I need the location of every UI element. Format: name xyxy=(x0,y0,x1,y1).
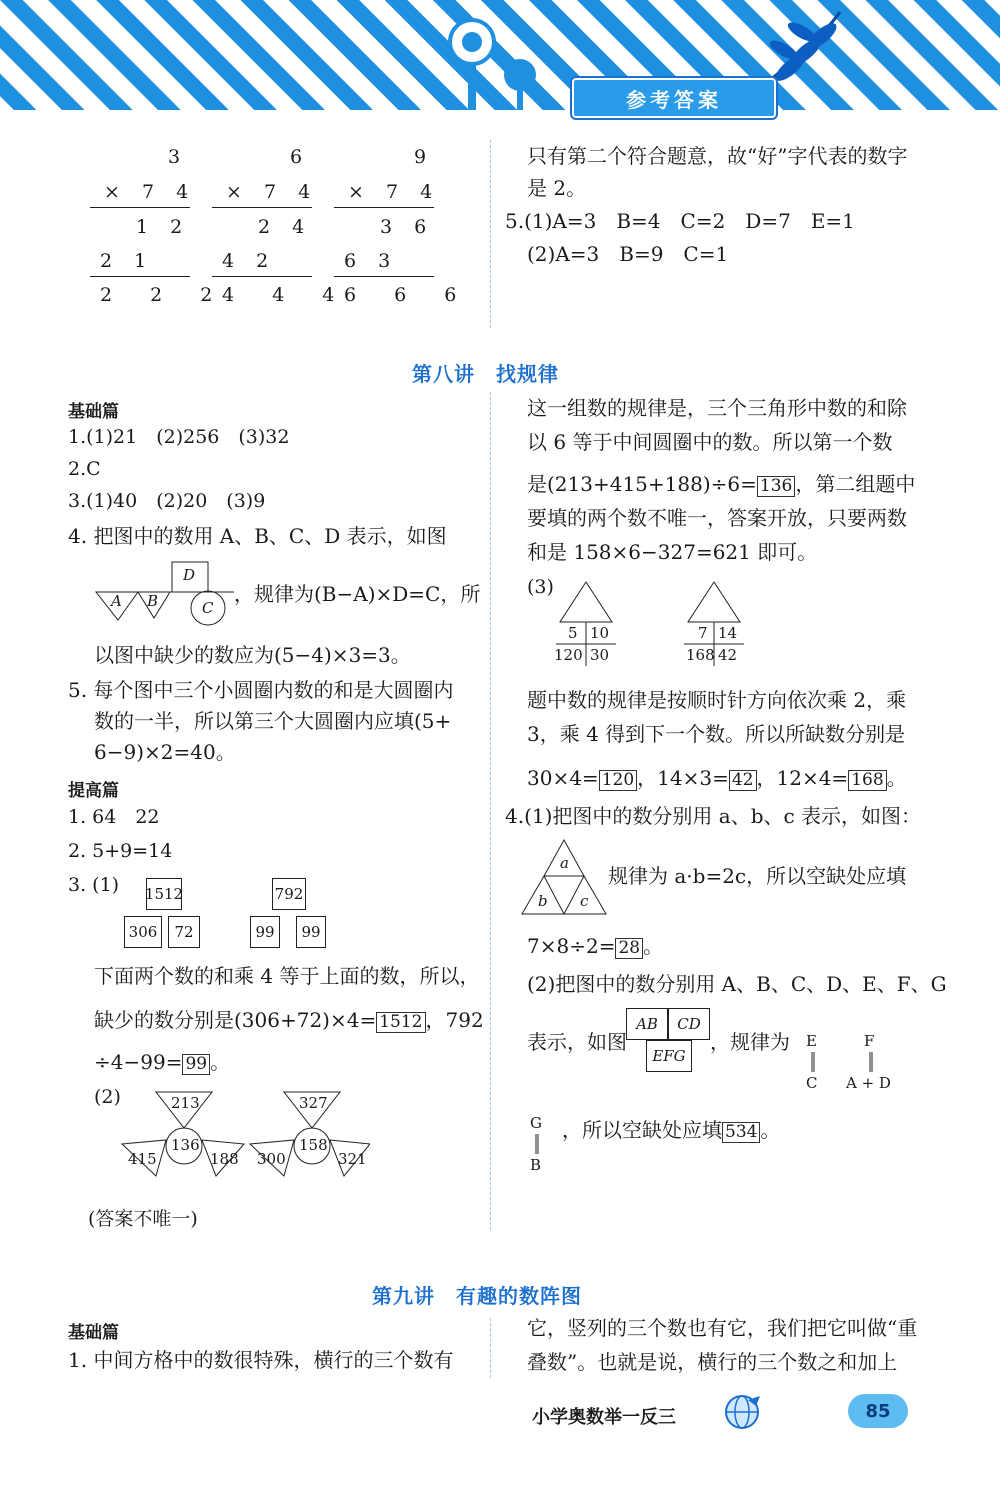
s8-basic-heading: 基础篇 xyxy=(68,402,119,422)
fig41-b: b xyxy=(538,892,548,910)
s8-right-4: 要填的两个数不唯一，答案开放，只要两数 xyxy=(527,506,907,530)
relation-diagram xyxy=(796,1030,916,1096)
page-number-badge xyxy=(848,1394,908,1428)
fig3-a4: 30 xyxy=(590,646,610,664)
fig3-a2: 10 xyxy=(590,624,610,642)
fig32-right-1: 188 xyxy=(210,1150,239,1168)
rel-g: G xyxy=(530,1114,542,1132)
s8-adv-3-text-1: 下面两个数的和乘 4 等于上面的数，所以， xyxy=(94,964,480,988)
s8-right-8: 3，乘 4 得到下一个数。所以所缺数分别是 xyxy=(527,722,906,746)
s8-right-12a: 7×8÷2= xyxy=(527,934,616,958)
fig32-center-2: 158 xyxy=(299,1136,328,1154)
s8-right-5: 和是 158×6−327=621 即可。 xyxy=(527,540,818,564)
relation-diagram-2 xyxy=(528,1112,558,1178)
figure-3-2 xyxy=(120,1090,370,1180)
fig3-b4: 42 xyxy=(718,646,738,664)
mult-factor: × 7 4 xyxy=(226,181,319,203)
top-right-line-3: 5.(1)A=3 B=4 C=2 D=7 E=1 xyxy=(505,209,855,233)
rel-f: F xyxy=(864,1032,875,1050)
s8-adv-3-text-2 xyxy=(94,1004,484,1033)
mult-rule xyxy=(90,207,190,208)
s8-answer-4a: 4. 把图中的数用 A、B、C、D 表示，如图 xyxy=(68,524,447,548)
s8-answer-4c: 以图中缺少的数应为(5−4)×3=3。 xyxy=(94,643,411,667)
s8-adv-1: 1. 64 22 xyxy=(68,806,160,828)
s9-right-1: 它，竖列的三个数也有它，我们把它叫做“重 xyxy=(527,1316,918,1340)
s8-right-1: 这一组数的规律是，三个三角形中数的和除 xyxy=(527,396,907,420)
s8-answer-2: 2.C xyxy=(68,458,101,480)
stripe-background xyxy=(0,0,1000,118)
s8-answer-5c: 6−9)×2=40。 xyxy=(94,740,236,764)
figure-3-right xyxy=(552,580,752,666)
s8-answer-5a: 5. 每个图中三个小圆圈内数的和是大圆圈内 xyxy=(68,678,454,702)
answer-box: 99 xyxy=(182,1054,210,1075)
answer-box: 168 xyxy=(848,770,886,791)
s8-right-14b: ，规律为 xyxy=(710,1030,790,1054)
column-divider-mid xyxy=(490,392,491,1230)
rel-ad: A + D xyxy=(846,1074,891,1092)
mult-rule xyxy=(212,276,312,277)
s9-basic-heading: 基础篇 xyxy=(68,1323,119,1343)
mult-sum: 4 4 4 xyxy=(222,284,351,306)
s8-adv-3-text-3 xyxy=(94,1046,230,1075)
figure-4-2 xyxy=(624,1006,710,1076)
fig32-left-2: 300 xyxy=(257,1150,286,1168)
rel-c: C xyxy=(806,1074,818,1092)
s8-right-12b: 。 xyxy=(643,934,664,958)
header-badge-text: 参考答案 xyxy=(626,87,722,112)
fig32-top-1: 213 xyxy=(171,1094,200,1112)
s8-right-9a: 30×4= xyxy=(527,766,599,790)
s8-adv-3: 3. (1) xyxy=(68,874,120,896)
s8-right-9 xyxy=(527,762,907,791)
fig41-a: a xyxy=(560,854,569,872)
fig31-bottom-2a: 99 xyxy=(250,916,280,948)
figure-4-1 xyxy=(520,838,610,916)
fig4-b: B xyxy=(147,592,159,610)
header-badge xyxy=(572,78,776,118)
fig31-top-1: 1512 xyxy=(146,878,182,910)
rel-b: B xyxy=(530,1156,542,1174)
section-8-title: 第八讲 找规律 xyxy=(412,362,559,386)
s8-answer-3: 3.(1)40 (2)20 (3)9 xyxy=(68,490,266,512)
mult-factor: × 7 4 xyxy=(104,181,197,203)
mult-top: 3 xyxy=(168,146,181,168)
top-right-line-4: (2)A=3 B=9 C=1 xyxy=(527,242,729,266)
s8-advanced-heading: 提高篇 xyxy=(68,781,119,801)
s8-adv-3-text-3b: 。 xyxy=(210,1050,231,1074)
s8-adv-3-2-label: (2) xyxy=(94,1086,121,1108)
answer-box: 42 xyxy=(729,770,757,791)
answer-box: 28 xyxy=(615,938,643,959)
fig4-a: A xyxy=(111,592,122,610)
fig4-d: D xyxy=(183,566,196,584)
s8-right-3b: ，第二组题中 xyxy=(795,472,916,496)
mult-rule xyxy=(90,276,190,277)
fig3-b1: 7 xyxy=(698,624,708,642)
column-divider-bottom xyxy=(490,1318,491,1378)
fig4-c: C xyxy=(202,599,214,617)
fig42-cd: CD xyxy=(668,1008,710,1040)
mult-rule xyxy=(334,276,434,277)
footer-book-title: 小学奥数举一反三 xyxy=(532,1407,676,1428)
fig32-left-1: 415 xyxy=(128,1150,157,1168)
mult-partial-2: 2 1 xyxy=(100,250,155,272)
fig3-a1: 5 xyxy=(568,624,578,642)
fig3-a3: 120 xyxy=(554,646,583,664)
s8-right-2: 以 6 等于中间圆圈中的数。所以第一个数 xyxy=(527,430,893,454)
fig31-bottom-1b: 72 xyxy=(168,916,200,948)
mult-partial-1: 3 6 xyxy=(380,216,435,238)
mult-rule xyxy=(212,207,312,208)
mult-partial-1: 1 2 xyxy=(136,216,191,238)
s8-right-12 xyxy=(527,930,663,959)
s8-right-15b: 。 xyxy=(760,1118,781,1142)
fig41-c: c xyxy=(580,892,589,910)
top-right-line-2: 是 2。 xyxy=(527,176,587,200)
s8-right-7: 题中数的规律是按顺时针方向依次乘 2，乘 xyxy=(527,688,907,712)
fig3-b2: 14 xyxy=(718,624,738,642)
s9-left-1: 1. 中间方格中的数很特殊，横行的三个数有 xyxy=(68,1348,454,1372)
s8-right-6: (3) xyxy=(527,576,554,598)
s8-right-10: 4.(1)把图中的数分别用 a、b、c 表示，如图： xyxy=(505,804,922,828)
s8-right-15 xyxy=(562,1114,780,1143)
answer-box: 136 xyxy=(757,476,795,497)
s9-right-2: 叠数”。也就是说，横行的三个数之和加上 xyxy=(527,1350,898,1374)
s8-answer-4b: ，规律为(B−A)×D=C，所 xyxy=(234,582,481,606)
globe-icon xyxy=(720,1392,766,1432)
s8-right-11: 规律为 a·b=2c，所以空缺处应填 xyxy=(608,864,907,888)
mult-top: 9 xyxy=(414,146,427,168)
fig42-efg: EFG xyxy=(646,1040,692,1072)
s8-right-9d: ，12×4= xyxy=(756,766,849,790)
s8-adv-3-text-3a: ÷4−99= xyxy=(94,1050,183,1074)
mult-partial-2: 6 3 xyxy=(344,250,399,272)
mult-factor: × 7 4 xyxy=(348,181,441,203)
fig32-top-2: 327 xyxy=(299,1094,328,1112)
mult-sum: 6 6 6 xyxy=(344,284,473,306)
fig32-center-1: 136 xyxy=(171,1136,200,1154)
s8-right-9c: ，14×3= xyxy=(637,766,729,790)
column-divider-top xyxy=(490,140,491,328)
mult-rule xyxy=(334,207,434,208)
s8-note: (答案不唯一) xyxy=(88,1208,198,1230)
s8-answer-5b: 数的一半，所以第三个大圆圈内应填(5+ xyxy=(94,709,452,733)
section-9-title: 第九讲 有趣的数阵图 xyxy=(372,1284,582,1308)
s8-right-15a: ，所以空缺处应填 xyxy=(562,1118,722,1142)
answer-box: 534 xyxy=(722,1122,760,1143)
s8-right-3a: 是(213+415+188)÷6= xyxy=(527,472,757,496)
fig32-right-2: 321 xyxy=(338,1150,367,1168)
s8-adv-2: 2. 5+9=14 xyxy=(68,840,173,862)
answer-box: 1512 xyxy=(376,1012,425,1033)
s8-right-9e: 。 xyxy=(886,766,907,790)
header-banner xyxy=(0,0,1000,118)
figure-3-1 xyxy=(118,876,338,952)
page-number: 85 xyxy=(865,1400,891,1422)
fig42-ab: AB xyxy=(626,1008,668,1040)
mult-partial-1: 2 4 xyxy=(258,216,313,238)
fig31-top-2: 792 xyxy=(272,878,306,910)
fig31-bottom-1a: 306 xyxy=(124,916,162,948)
s8-right-14a: 表示，如图 xyxy=(527,1030,627,1054)
figure-4-abcd xyxy=(94,556,234,626)
mult-top: 6 xyxy=(290,146,303,168)
s8-adv-3-text-2a: 缺少的数分别是(306+72)×4= xyxy=(94,1008,377,1032)
mult-sum: 2 2 2 xyxy=(100,284,229,306)
top-right-line-1: 只有第二个符合题意，故“好”字代表的数字 xyxy=(527,144,908,168)
s8-adv-3-text-2b: ，792 xyxy=(425,1008,484,1032)
fig3-b3: 168 xyxy=(686,646,715,664)
s8-right-3 xyxy=(527,468,915,497)
rel-e: E xyxy=(806,1032,817,1050)
s8-right-13: (2)把图中的数分别用 A、B、C、D、E、F、G xyxy=(527,972,947,996)
fig31-bottom-2b: 99 xyxy=(296,916,326,948)
answer-box: 120 xyxy=(599,770,637,791)
mult-partial-2: 4 2 xyxy=(222,250,277,272)
s8-answer-1: 1.(1)21 (2)256 (3)32 xyxy=(68,426,290,448)
